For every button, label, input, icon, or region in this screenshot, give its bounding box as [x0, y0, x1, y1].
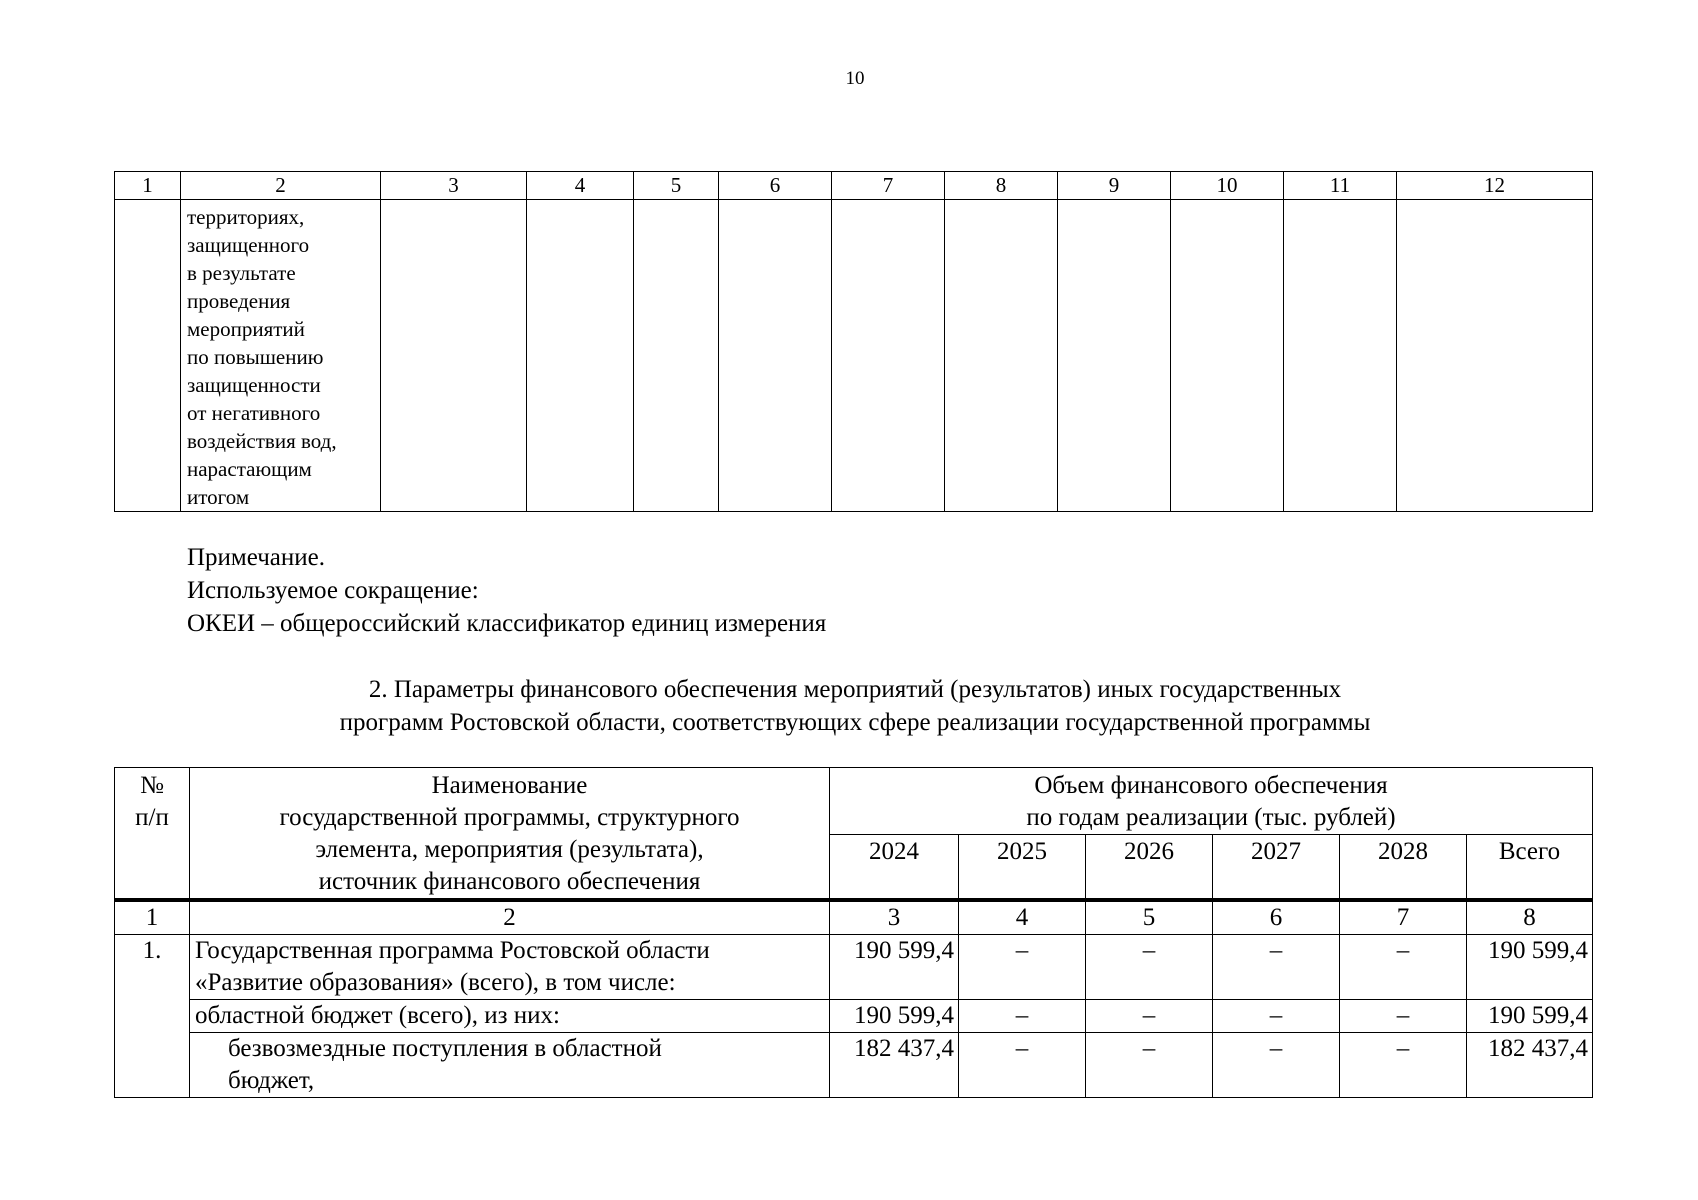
table1-text-line: от негативного — [187, 401, 321, 425]
table1-cell — [1284, 200, 1397, 512]
table2-colnum: 8 — [1467, 900, 1593, 935]
table1-text-line: мероприятий — [187, 317, 305, 341]
table-row — [115, 1033, 1593, 1098]
value-2026: – — [1086, 1000, 1213, 1033]
header-volume-cell — [830, 768, 1593, 835]
table1-cell — [719, 200, 832, 512]
table1-cell — [1171, 200, 1284, 512]
table1-text-line: защищенности — [187, 373, 321, 397]
table1-text-line: итогом — [187, 485, 250, 509]
table1-text-line: нарастающим — [187, 457, 312, 481]
header-name-cell — [190, 768, 830, 901]
note-line: ОКЕИ – общероссийский классификатор единиц измерения — [187, 610, 827, 637]
header-name-line: государственной программы, структурного — [279, 804, 740, 831]
value-2027: – — [1213, 1033, 1340, 1098]
table1-text-line: проведения — [187, 289, 291, 313]
table1-cell — [832, 200, 945, 512]
value-2028: – — [1340, 935, 1467, 1000]
table1-colnum: 4 — [527, 172, 634, 200]
table1-colnum: 5 — [634, 172, 719, 200]
table1-colnum: 6 — [719, 172, 832, 200]
table1-colnum: 9 — [1058, 172, 1171, 200]
row-number: 1. — [115, 935, 190, 1098]
table2-colnum: 1 — [115, 900, 190, 935]
table2-colnum: 2 — [190, 900, 830, 935]
value-2026: – — [1086, 935, 1213, 1000]
table1-text-line: по повышению — [187, 345, 324, 369]
table2-colnum: 4 — [959, 900, 1086, 935]
row-name-line: Государственная программа Ростовской области — [195, 937, 710, 964]
value-2024: 182 437,4 — [830, 1033, 959, 1098]
table1-text-line: территориях, — [187, 205, 305, 229]
table1-colnum: 1 — [115, 172, 181, 200]
value-2025: – — [959, 1000, 1086, 1033]
table1-data-row — [115, 200, 1593, 512]
row-name-cell — [190, 1033, 830, 1098]
table2-header-row — [115, 768, 1593, 835]
value-2027: – — [1213, 1000, 1340, 1033]
header-num-abbr: п/п — [135, 804, 169, 831]
table1-colnum: 8 — [945, 172, 1058, 200]
table1-colnum: 12 — [1397, 172, 1593, 200]
table1-colnum: 7 — [832, 172, 945, 200]
table1-colnum: 10 — [1171, 172, 1284, 200]
value-2026: – — [1086, 1033, 1213, 1098]
header-year-2026: 2026 — [1086, 835, 1213, 901]
value-2024: 190 599,4 — [830, 935, 959, 1000]
row-name-line: бюджет, — [228, 1067, 315, 1094]
value-2025: – — [959, 1033, 1086, 1098]
note-title: Примечание. — [187, 544, 326, 571]
table2-column-numbers-row — [115, 900, 1593, 935]
table1-cell — [634, 200, 719, 512]
row-name-cell — [190, 1000, 830, 1033]
row-name-line: безвозмездные поступления в областной — [228, 1035, 662, 1062]
header-year-2025: 2025 — [959, 835, 1086, 901]
section-heading — [0, 673, 1698, 739]
section-heading-line: 2. Параметры финансового обеспечения мероприятий (результатов) иных государственных — [368, 676, 1342, 703]
table1-cell — [381, 200, 527, 512]
header-num-symbol: № — [140, 772, 164, 799]
table1-cell — [1397, 200, 1593, 512]
header-name-line: элемента, мероприятия (результата), — [315, 836, 704, 863]
header-year-2028: 2028 — [1340, 835, 1467, 901]
table1-cell — [945, 200, 1058, 512]
header-num-cell — [115, 768, 190, 901]
value-total: 190 599,4 — [1467, 1000, 1593, 1033]
header-name-line: источник финансового обеспечения — [318, 868, 701, 895]
header-year-2027: 2027 — [1213, 835, 1340, 901]
header-volume-line: Объем финансового обеспечения — [1034, 772, 1388, 799]
table1-text-line: в результате — [187, 261, 296, 285]
row-name-line: областной бюджет (всего), из них: — [195, 1002, 560, 1029]
table1-column-numbers-row — [115, 172, 1593, 200]
section-heading-line: программ Ростовской области, соответствующих сфере реализации государственной программы — [339, 709, 1371, 736]
note-block — [187, 541, 826, 640]
financing-table — [114, 767, 1593, 1098]
header-year-2024: 2024 — [830, 835, 959, 901]
table2-colnum: 5 — [1086, 900, 1213, 935]
row-name-line: «Развитие образования» (всего), в том числе: — [195, 969, 676, 996]
table1-colnum: 11 — [1284, 172, 1397, 200]
table2-colnum: 6 — [1213, 900, 1340, 935]
table1-indicator-name-cell — [181, 200, 381, 512]
note-line: Используемое сокращение: — [187, 577, 479, 604]
table1-colnum: 3 — [381, 172, 527, 200]
indicators-table-continuation — [114, 171, 1593, 512]
value-total: 190 599,4 — [1467, 935, 1593, 1000]
value-total: 182 437,4 — [1467, 1033, 1593, 1098]
page-number: 10 — [845, 68, 865, 89]
value-2027: – — [1213, 935, 1340, 1000]
table2-colnum: 7 — [1340, 900, 1467, 935]
table-row — [115, 1000, 1593, 1033]
value-2028: – — [1340, 1033, 1467, 1098]
header-volume-line: по годам реализации (тыс. рублей) — [1026, 804, 1396, 831]
table1-text-line: защищенного — [187, 233, 310, 257]
header-name-line: Наименование — [431, 772, 588, 799]
header-total: Всего — [1467, 835, 1593, 901]
table1-cell — [527, 200, 634, 512]
table2-colnum: 3 — [830, 900, 959, 935]
value-2025: – — [959, 935, 1086, 1000]
table1-colnum: 2 — [181, 172, 381, 200]
value-2024: 190 599,4 — [830, 1000, 959, 1033]
table1-text-line: воздействия вод, — [187, 429, 337, 453]
table1-cell — [115, 200, 181, 512]
table-row — [115, 935, 1593, 1000]
value-2028: – — [1340, 1000, 1467, 1033]
table1-cell — [1058, 200, 1171, 512]
row-name-cell — [190, 935, 830, 1000]
